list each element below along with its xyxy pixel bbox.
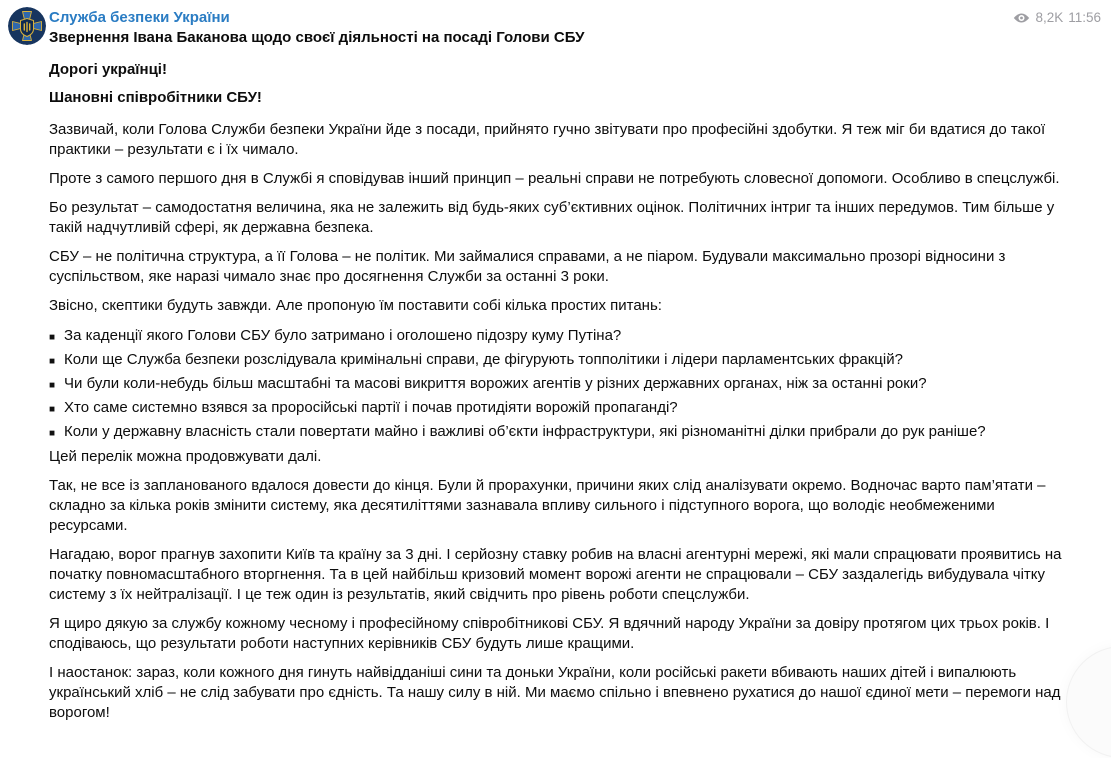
bullet-square-icon: ■ bbox=[49, 332, 56, 343]
post-meta bbox=[1013, 10, 1101, 26]
list-item-text: Коли у державну власність стали повертати майно і важливі об’єкти інфраструктури, які різноманітні ділки прибрали до рук раніше? bbox=[64, 423, 986, 440]
paragraph: Нагадаю, ворог прагнув захопити Київ та країну за 3 дні. І серйозну ставку робив на власні агентурні мережі, які мали спрацювати проявитись на початку повномасштабного вторгнення. Та в цей найбільш кризовий момент ворожі агенти не спрацювали – СБУ заздалегідь вибудувала чітку систему з їх нейтралізації. І це теж один із результатів, який свідчить про рівень роботи спецслужби. bbox=[49, 546, 1062, 603]
post-header bbox=[49, 9, 584, 48]
greeting-line: Дорогі українці! bbox=[49, 61, 167, 78]
list-item bbox=[49, 349, 1065, 373]
paragraph: І наостанок: зараз, коли кожного дня гинуть найвідданіші сини та доньки України, коли російські ракети вбивають наших дітей і випалюють український хліб – не слід забувати про єдність. Та нашу силу в ній. Ми маємо спільно і впевнено рухатися до нашої єдиної мети – перемоги над ворогом! bbox=[49, 664, 1061, 721]
channel-name-link[interactable]: Служба безпеки України bbox=[49, 9, 230, 26]
greeting-line: Шановні співробітники СБУ! bbox=[49, 89, 262, 106]
list-item bbox=[49, 325, 1065, 349]
list-item bbox=[49, 397, 1065, 421]
post-title: Звернення Івана Баканова щодо своєї діяльності на посаді Голови СБУ bbox=[49, 29, 585, 46]
paragraph: Звісно, скептики будуть завжди. Але пропоную їм поставити собі кілька простих питань: bbox=[49, 297, 662, 314]
message-body bbox=[49, 60, 1065, 732]
paragraph: Зазвичай, коли Голова Служби безпеки України йде з посади, прийнято гучно звітувати про професійні здобутки. Я теж міг би вдатися до такої практики – результати є і їх чимало. bbox=[49, 121, 1046, 158]
paragraph: Проте з самого першого дня в Службі я сповідував інший принцип – реальні справи не потребують словесної допомоги. Особливо в спецслужбі. bbox=[49, 170, 1060, 187]
list-item-text: Коли ще Служба безпеки розслідувала кримінальні справи, де фігурують топполітики і лідери парламентських фракцій? bbox=[64, 351, 903, 368]
list-item-text: За каденції якого Голови СБУ було затримано і оголошено підозру куму Путіна? bbox=[64, 327, 622, 344]
bullet-square-icon: ■ bbox=[49, 380, 56, 391]
paragraph: Цей перелік можна продовжувати далі. bbox=[49, 448, 322, 465]
bullet-square-icon: ■ bbox=[49, 428, 56, 439]
bullet-square-icon: ■ bbox=[49, 404, 56, 415]
list-item-text: Чи були коли-небудь більш масштабні та масові викриття ворожих агентів у різних державних органах, ніж за останні роки? bbox=[64, 375, 927, 392]
sbu-emblem-icon bbox=[8, 32, 46, 45]
bullet-square-icon: ■ bbox=[49, 356, 56, 367]
list-item-text: Хто саме системно взявся за проросійські партії і почав протидіяти ворожій пропаганді? bbox=[64, 399, 678, 416]
channel-avatar[interactable] bbox=[8, 7, 46, 45]
paragraph: Я щиро дякую за службу кожному чесному і професійному співробітникові СБУ. Я вдячний народу України за довіру протягом цих трьох років. І сподіваюсь, що результати роботи наступних керівників СБУ будуть лише кращими. bbox=[49, 615, 1050, 652]
list-item bbox=[49, 373, 1065, 397]
list-item bbox=[49, 421, 1065, 445]
views-eye-icon bbox=[1013, 12, 1030, 24]
paragraph: Так, не все із запланованого вдалося довести до кінця. Були й прорахунки, причини яких слід аналізувати окремо. Водночас варто пам’ятати – складно за кілька років змінити систему, яка десятиліттями зазнавала впливу сильного і підступного ворога, що володіє необмеженими ресурсами. bbox=[49, 477, 1046, 534]
paragraph: СБУ – не політична структура, а її Голова – не політик. Ми займалися справами, а не піаром. Будували максимально прозорі відносини з суспільством, яке наразі чимало знає про досягнення Служби за останні 3 роки. bbox=[49, 248, 1006, 285]
scroll-down-fab[interactable] bbox=[1066, 646, 1111, 758]
views-count: 8,2K bbox=[1035, 10, 1064, 25]
questions-list bbox=[49, 325, 1065, 445]
paragraph: Бо результат – самодостатня величина, яка не залежить від будь-яких суб’єктивних оцінок. Політичних інтриг та інших передумов. Тим більше у такій надчутливій сфері, як державна безпека. bbox=[49, 199, 1055, 236]
post-time: 11:56 bbox=[1068, 10, 1101, 25]
